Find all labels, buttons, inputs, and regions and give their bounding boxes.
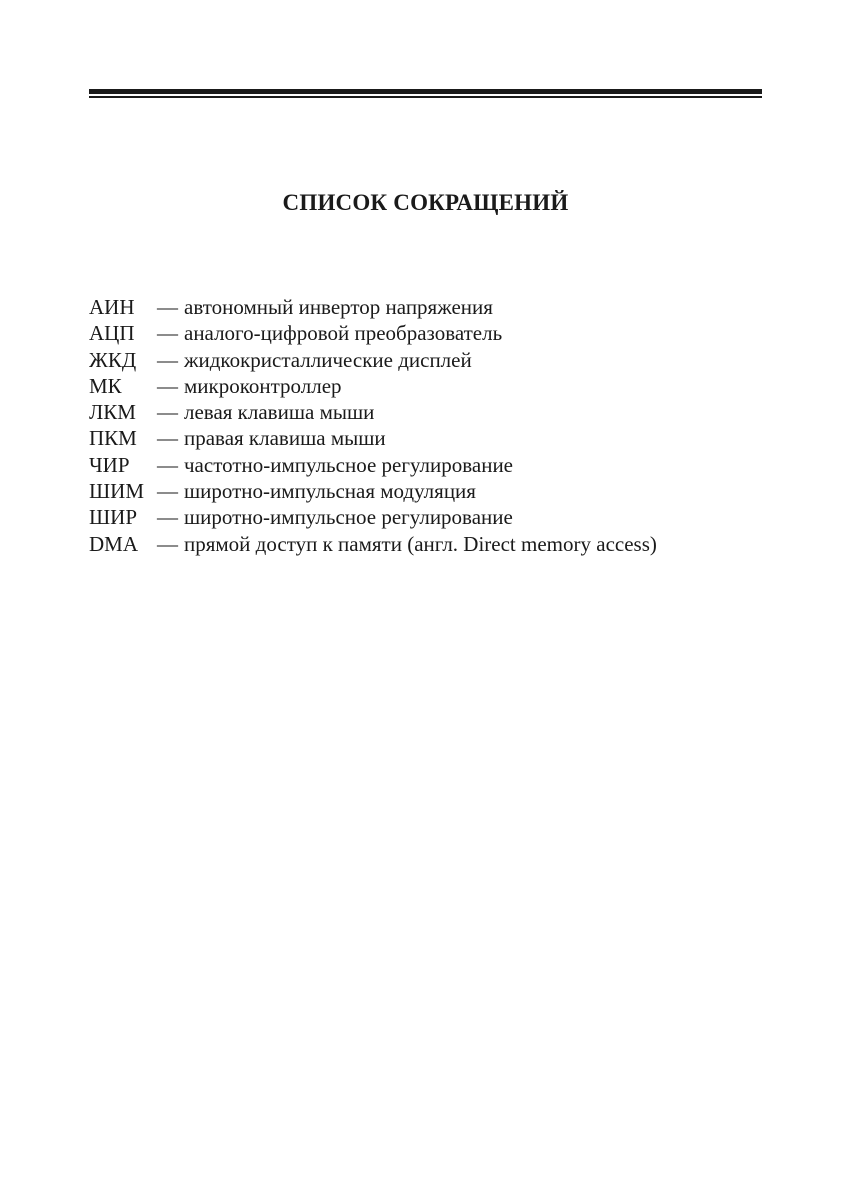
abbreviation-term: ЧИР: [89, 452, 130, 477]
abbreviation-row: [89, 452, 762, 478]
abbreviation-dash: —: [157, 400, 178, 425]
abbreviation-row: [89, 478, 762, 504]
abbreviation-definition: жидкокристаллические дисплей: [184, 347, 472, 372]
abbreviation-definition: автономный инвертор напряжения: [184, 295, 493, 319]
abbreviation-definition: аналого-цифровой преобразователь: [184, 321, 503, 346]
abbreviation-definition: правая клавиша мыши: [184, 426, 386, 451]
abbreviation-definition: микроконтроллер: [184, 373, 342, 398]
abbreviation-definition: широтно-импульсная модуляция: [184, 479, 476, 504]
abbreviation-row: [89, 504, 762, 530]
abbreviation-term: ЛКМ: [89, 400, 136, 425]
abbreviation-definition: частотно-импульсное регулирование: [184, 452, 514, 477]
abbreviation-term: АИН: [89, 295, 135, 319]
abbreviation-row: [89, 373, 762, 399]
abbreviation-row: [89, 294, 762, 320]
abbreviation-dash: —: [157, 531, 178, 556]
abbreviation-dash: —: [157, 373, 178, 398]
abbreviation-term: ЖКД: [89, 347, 137, 372]
abbreviation-dash: —: [157, 321, 178, 346]
abbreviation-dash: —: [157, 347, 178, 372]
abbreviation-term: ШИР: [89, 505, 138, 530]
abbreviation-row: [89, 531, 762, 557]
abbreviation-term: ШИМ: [89, 479, 145, 504]
abbreviation-dash: —: [157, 295, 178, 319]
abbreviation-list: [89, 294, 762, 557]
abbreviation-definition: широтно-импульсное регулирование: [184, 505, 513, 530]
header-rule-thick: [89, 89, 762, 94]
abbreviation-term: DMA: [89, 531, 139, 556]
page-title: СПИСОК СОКРАЩЕНИЙ: [282, 190, 569, 215]
abbreviation-term: АЦП: [89, 321, 135, 346]
abbreviation-row: [89, 320, 762, 346]
abbreviation-row: [89, 347, 762, 373]
abbreviation-definition: левая клавиша мыши: [184, 400, 375, 425]
abbreviation-dash: —: [157, 426, 178, 451]
abbreviation-term: МК: [89, 373, 122, 398]
abbreviation-row: [89, 425, 762, 451]
header-rule: [89, 89, 762, 98]
abbreviation-definition: прямой доступ к памяти (англ. Direct memory access): [184, 531, 657, 556]
abbreviation-dash: —: [157, 452, 178, 477]
header-rule-thin: [89, 96, 762, 98]
abbreviation-row: [89, 399, 762, 425]
abbreviation-dash: —: [157, 479, 178, 504]
abbreviation-dash: —: [157, 505, 178, 530]
abbreviation-term: ПКМ: [89, 426, 137, 451]
